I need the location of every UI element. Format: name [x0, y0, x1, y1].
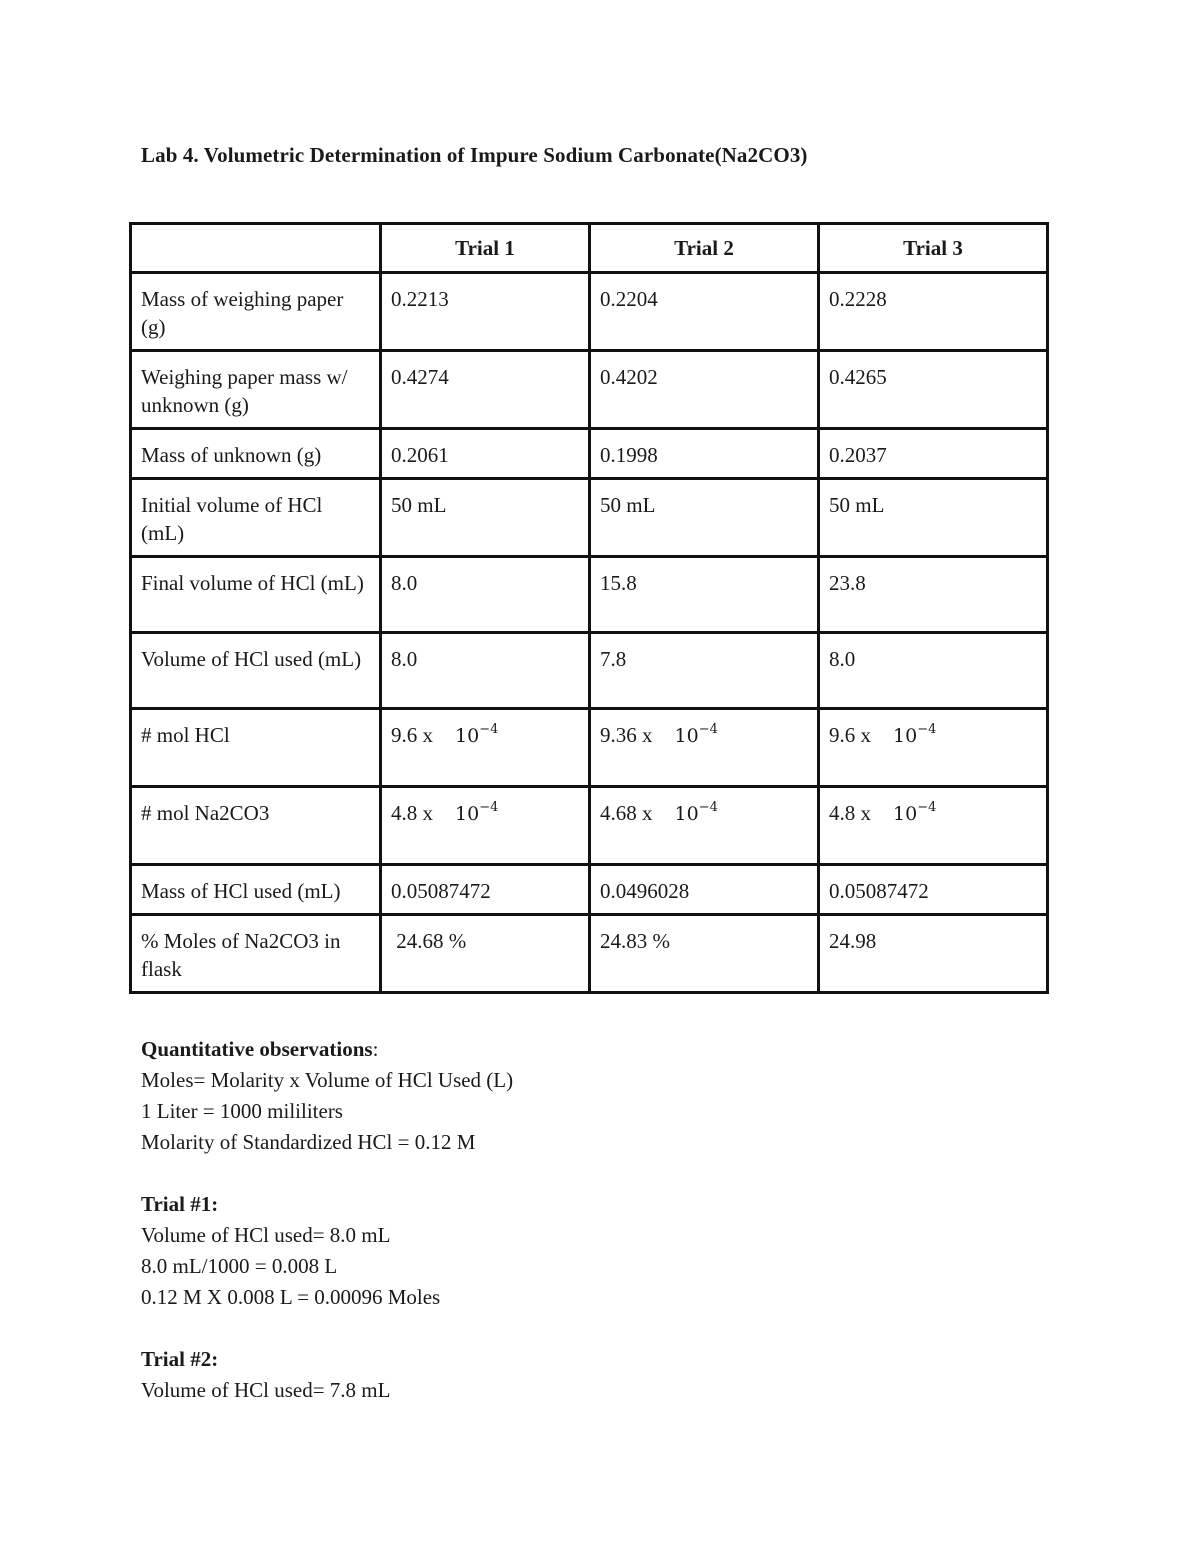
sci-value-cell [381, 787, 590, 865]
trial-2-heading [141, 1344, 513, 1375]
row-label: Mass of weighing paper (g) [131, 273, 381, 351]
header-cell-empty [131, 224, 381, 273]
row-label: Volume of HCl used (mL) [131, 633, 381, 709]
sci-base: 10 [674, 725, 699, 747]
sci-exponent: −4 [479, 800, 499, 815]
table-cell: 0.1998 [590, 429, 819, 479]
table-cell: 0.4202 [590, 351, 819, 429]
table-cell: 24.68 % [381, 915, 590, 993]
notes-line: 1 Liter = 1000 mililiters [141, 1099, 343, 1123]
table-cell: 0.4274 [381, 351, 590, 429]
header-cell-trial-3: Trial 3 [819, 224, 1048, 273]
notes-line: Molarity of Standardized HCl = 0.12 M [141, 1130, 476, 1154]
table-cell: 0.0496028 [590, 865, 819, 915]
row-label: % Moles of Na2CO3 in flask [131, 915, 381, 993]
notes-heading: Quantitative observations [141, 1037, 373, 1061]
table-header-row [131, 224, 1048, 273]
row-label: Weighing paper mass w/ unknown (g) [131, 351, 381, 429]
table-cell: 15.8 [590, 557, 819, 633]
table-row [131, 787, 1048, 865]
sci-coefficient: 4.8 x [391, 801, 433, 825]
sci-coefficient: 9.6 x [391, 723, 433, 747]
table-cell: 8.0 [819, 633, 1048, 709]
table-cell: 7.8 [590, 633, 819, 709]
sci-value-cell [819, 709, 1048, 787]
table-row [131, 865, 1048, 915]
table-cell: 50 mL [381, 479, 590, 557]
row-label: Mass of HCl used (mL) [131, 865, 381, 915]
row-label: Initial volume of HCl (mL) [131, 479, 381, 557]
trial-1-line: Volume of HCl used= 8.0 mL [141, 1223, 391, 1247]
notes-section [141, 1034, 513, 1406]
trial-1-heading [141, 1189, 513, 1220]
table-cell: 0.2204 [590, 273, 819, 351]
sci-exponent: −4 [479, 722, 499, 737]
trial-2-line: Volume of HCl used= 7.8 mL [141, 1378, 391, 1402]
table-row [131, 273, 1048, 351]
sci-exponent: −4 [917, 800, 937, 815]
sci-coefficient: 4.8 x [829, 801, 871, 825]
row-label: Mass of unknown (g) [131, 429, 381, 479]
table-row [131, 915, 1048, 993]
table-row [131, 479, 1048, 557]
table-cell: 24.98 [819, 915, 1048, 993]
table-cell: 0.2037 [819, 429, 1048, 479]
notes-line: Moles= Molarity x Volume of HCl Used (L) [141, 1068, 514, 1092]
sci-coefficient: 9.36 x [600, 723, 653, 747]
sci-exponent: −4 [698, 722, 718, 737]
sci-base: 10 [893, 725, 918, 747]
table-cell: 0.05087472 [381, 865, 590, 915]
sci-coefficient: 9.6 x [829, 723, 871, 747]
spacer [141, 1313, 513, 1344]
data-table [129, 222, 1049, 994]
table-cell: 0.2213 [381, 273, 590, 351]
sci-value-cell [381, 709, 590, 787]
table-cell: 23.8 [819, 557, 1048, 633]
sci-value-cell [590, 787, 819, 865]
page-title: Lab 4. Volumetric Determination of Impure Sodium Carbonate(Na2CO3) [141, 143, 808, 167]
table-cell: 8.0 [381, 633, 590, 709]
trial-2-heading-text: Trial #2: [141, 1347, 219, 1371]
table-row [131, 709, 1048, 787]
sci-base: 10 [455, 725, 480, 747]
table-cell: 0.2228 [819, 273, 1048, 351]
table-cell: 50 mL [590, 479, 819, 557]
trial-1-heading-text: Trial #1: [141, 1192, 219, 1216]
trial-1-line: 0.12 M X 0.008 L = 0.00096 Moles [141, 1285, 441, 1309]
spacer [141, 1158, 513, 1189]
header-cell-trial-1: Trial 1 [381, 224, 590, 273]
table-cell: 50 mL [819, 479, 1048, 557]
row-label: # mol Na2CO3 [131, 787, 381, 865]
table-cell: 24.83 % [590, 915, 819, 993]
table-cell: 0.4265 [819, 351, 1048, 429]
table-cell: 8.0 [381, 557, 590, 633]
header-cell-trial-2: Trial 2 [590, 224, 819, 273]
sci-exponent: −4 [917, 722, 937, 737]
sci-coefficient: 4.68 x [600, 801, 653, 825]
table-cell: 0.05087472 [819, 865, 1048, 915]
notes-heading-colon: : [372, 1037, 379, 1061]
row-label: # mol HCl [131, 709, 381, 787]
sci-base: 10 [455, 803, 480, 825]
table-row [131, 633, 1048, 709]
sci-value-cell [590, 709, 819, 787]
table-cell: 0.2061 [381, 429, 590, 479]
sci-base: 10 [674, 803, 699, 825]
notes-heading-line [141, 1034, 513, 1065]
table-row [131, 429, 1048, 479]
trial-1-line: 8.0 mL/1000 = 0.008 L [141, 1254, 338, 1278]
table-row [131, 351, 1048, 429]
sci-value-cell [819, 787, 1048, 865]
sci-base: 10 [893, 803, 918, 825]
sci-exponent: −4 [698, 800, 718, 815]
row-label: Final volume of HCl (mL) [131, 557, 381, 633]
table-row [131, 557, 1048, 633]
